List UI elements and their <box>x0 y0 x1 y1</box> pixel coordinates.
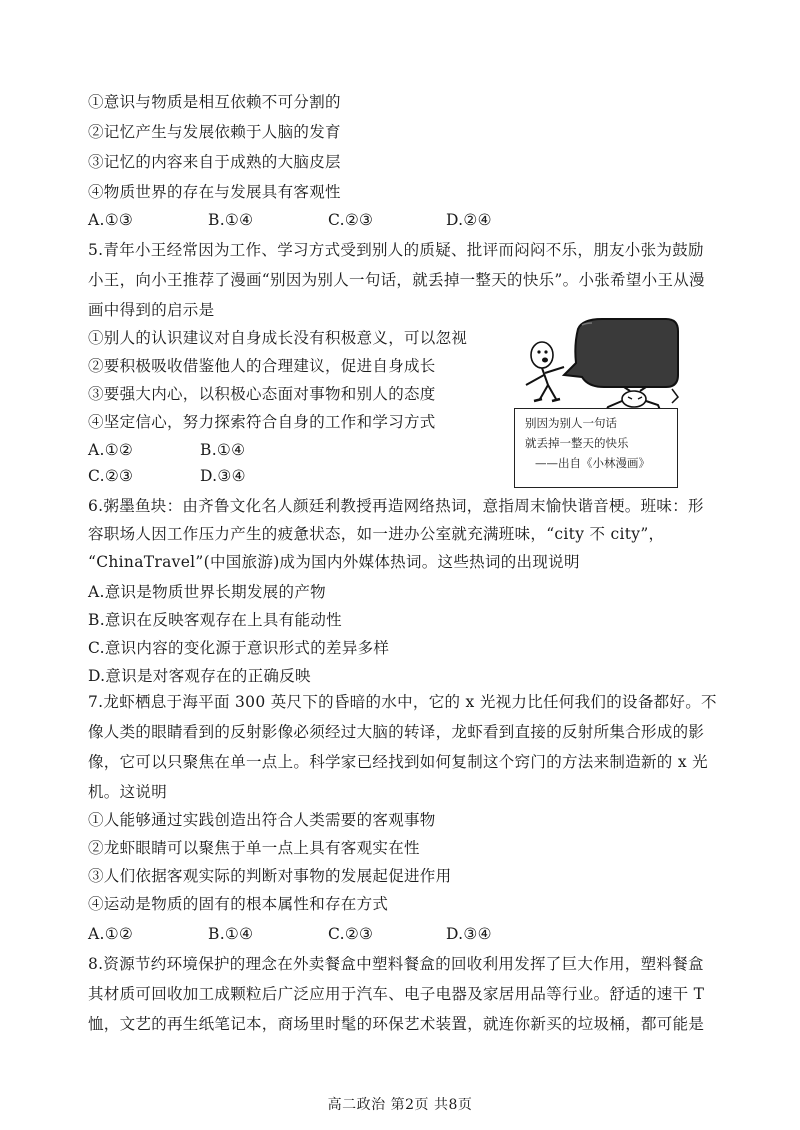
q4-option-d: D.②④ <box>446 211 492 229</box>
q7-item-4: ④运动是物质的固有的根本属性和存在方式 <box>88 895 389 913</box>
q7-stem-line-2: 像人类的眼睛看到的反射影像必须经过大脑的转译，龙虾看到直接的反射所集合形成的影 <box>88 723 705 741</box>
q6-choice-a: A.意识是物质世界长期发展的产物 <box>88 583 326 601</box>
q7-stem-line-4: 机。这说明 <box>88 783 168 801</box>
q5-options-row-2 <box>88 466 246 486</box>
page-footer: 高二政治 第2页 共8页 <box>327 1097 473 1113</box>
q6-choice-d: D.意识是对客观存在的正确反映 <box>88 667 311 685</box>
q4-options <box>88 210 492 230</box>
q5-option-c: C.②③ <box>88 467 134 485</box>
q5-item-2: ②要积极吸收借鉴他人的合理建议，促进自身成长 <box>88 357 436 375</box>
q4-option-a: A.①③ <box>88 211 134 229</box>
q6-stem-line-2: 容职场人因工作压力产生的疲惫状态，如一进办公室就充满班味，“city 不 city”， <box>88 525 665 543</box>
q7-item-3: ③人们依据客观实际的判断对事物的发展起促进作用 <box>88 867 452 885</box>
q8-stem-line-3: 恤，文艺的再生纸笔记本，商场里时髦的环保艺术装置，就连你新买的垃圾桶，都可能是 <box>88 1015 705 1033</box>
q6-stem-line-3: “ChinaTravel”(中国旅游)成为国内外媒体热词。这些热词的出现说明 <box>88 553 580 571</box>
q5-stem-line-1: 5.青年小王经常因为工作、学习方式受到别人的质疑、批评而闷闷不乐，朋友小张为鼓励 <box>88 241 704 259</box>
q4-item-4: ④物质世界的存在与发展具有客观性 <box>88 183 341 201</box>
q7-item-2: ②龙虾眼睛可以聚焦于单一点上具有客观实在性 <box>88 839 420 857</box>
q8-stem-line-1: 8.资源节约环境保护的理念在外卖餐盒中塑料餐盒的回收利用发挥了巨大作用，塑料餐盒 <box>88 955 704 973</box>
q5-stem-line-3: 画中得到的启示是 <box>88 301 215 319</box>
q7-option-a: A.①② <box>88 925 134 943</box>
q7-stem-line-1: 7.龙虾栖息于海平面 300 英尺下的昏暗的水中，它的 x 光视力比任何我们的设备都好。不 <box>88 693 717 711</box>
q4-option-c: C.②③ <box>328 211 374 229</box>
q5-option-b: B.①④ <box>200 441 246 459</box>
q4-option-b: B.①④ <box>208 211 254 229</box>
q6-choice-c: C.意识内容的变化源于意识形式的差异多样 <box>88 639 390 657</box>
q7-option-c: C.②③ <box>328 925 374 943</box>
q7-option-b: B.①④ <box>208 925 254 943</box>
q7-item-1: ①人能够通过实践创造出符合人类需要的客观事物 <box>88 811 436 829</box>
q4-item-2: ②记忆产生与发展依赖于人脑的发育 <box>88 123 341 141</box>
comic-caption-line-1: 别因为别人一句话 <box>525 416 617 430</box>
comic-caption-source: ——出自《小林漫画》 <box>535 456 650 470</box>
q4-item-1: ①意识与物质是相互依赖不可分割的 <box>88 93 341 111</box>
q7-option-d: D.③④ <box>446 925 492 943</box>
q6-stem-line-1: 6.粥墨鱼块：由齐鲁文化名人颜廷利教授再造网络热词，意指周末愉快谐音梗。班味：形 <box>88 497 704 515</box>
q5-item-1: ①别人的认识建议对自身成长没有积极意义，可以忽视 <box>88 329 468 347</box>
q8-stem-line-2: 其材质可回收加工成颗粒后广泛应用于汽车、电子电器及家居用品等行业。舒适的速干 T <box>88 985 705 1003</box>
q5-options-row-1 <box>88 440 245 460</box>
comic-caption-line-2: 就丢掉一整天的快乐 <box>525 436 629 450</box>
q5-item-3: ③要强大内心，以积极心态面对事物和别人的态度 <box>88 385 436 403</box>
q6-choice-b: B.意识在反映客观存在上具有能动性 <box>88 611 342 629</box>
q4-item-3: ③记忆的内容来自于成熟的大脑皮层 <box>88 153 341 171</box>
q5-option-a: A.①② <box>88 441 134 459</box>
q7-stem-line-3: 像，它可以只聚焦在单一点上。科学家已经找到如何复制这个窍门的方法来制造新的 x 光 <box>88 753 708 771</box>
q5-item-4: ④坚定信心，努力探索符合自身的工作和学习方式 <box>88 413 436 431</box>
q5-option-d: D.③④ <box>200 467 246 485</box>
q7-options <box>88 924 492 944</box>
comic-caption-box <box>514 408 678 488</box>
q5-stem-line-2: 小王，向小王推荐了漫画“别因为别人一句话，就丢掉一整天的快乐”。小张希望小王从漫 <box>88 271 705 289</box>
